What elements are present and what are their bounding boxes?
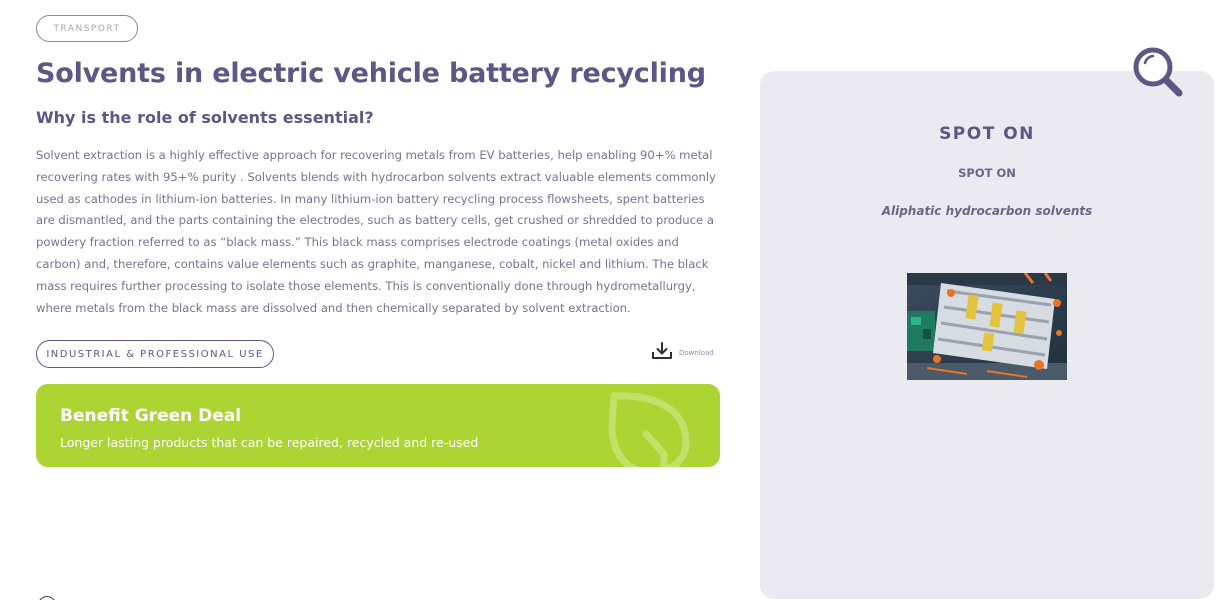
download-button[interactable] (651, 343, 714, 363)
page-title: Solvents in electric vehicle battery recycling (36, 58, 706, 89)
partial-circle-icon (38, 596, 56, 600)
product-name: Aliphatic hydrocarbon solvents (881, 204, 1093, 218)
search-icon (1131, 84, 1185, 103)
section-subtitle: Why is the role of solvents essential? (36, 108, 374, 127)
panel-subheading: SPOT ON (958, 166, 1016, 180)
use-category-tag[interactable]: INDUSTRIAL & PROFESSIONAL USE (36, 340, 274, 368)
battery-pack-image (907, 273, 1067, 380)
category-tag[interactable]: TRANSPORT (36, 15, 138, 42)
article-body: Solvent extraction is a highly effective approach for recovering metals from EV batteries, help enabling 90+% metal recovering rates with 95+% purity . Solvents blends with hydrocarbon solvents extract valuable elements commonly used as cathodes in lithium-ion batteries. In many lithium-ion battery recycling process flowsheets, spent batteries are dismantled, and the parts containing the electrodes, such as battery cells, get crushed or shredded to produce a powdery fraction referred to as “black mass.” This black mass comprises electrode coatings (metal oxides and carbon) and, therefore, contains value elements such as graphite, manganese, cobalt, nickel and lithium. The black mass requires further processing to isolate those elements. This is conventionally done through hydrometallurgy, where metals from the black mass are dissolved and then chemically separated by solvent extraction. (36, 148, 716, 315)
benefit-text: Longer lasting products that can be repaired, recycled and re-used (60, 435, 479, 450)
download-label: Download (679, 349, 714, 357)
benefit-card (36, 384, 720, 467)
panel-heading: SPOT ON (939, 124, 1035, 144)
spot-on-panel (760, 71, 1214, 599)
download-icon (651, 342, 673, 364)
search-button[interactable] (1131, 45, 1185, 103)
leaf-icon (604, 388, 694, 467)
benefit-title: Benefit Green Deal (60, 406, 242, 426)
